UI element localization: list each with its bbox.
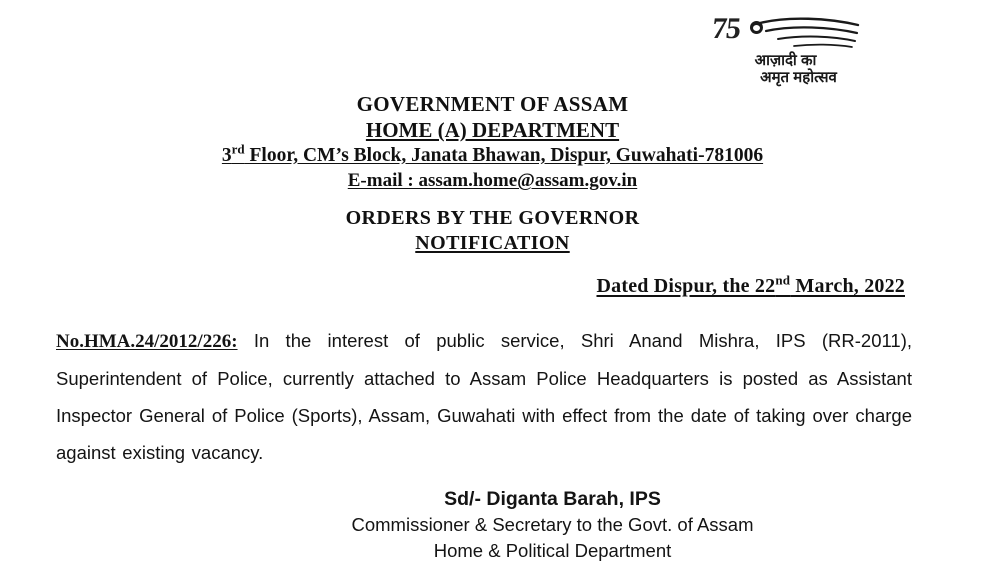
department-title: HOME (A) DEPARTMENT [365, 118, 620, 142]
amrit-mahotsav-logo [698, 12, 873, 86]
dated-prefix: Dated Dispur, the 22 [596, 275, 776, 297]
signature-block [0, 486, 985, 564]
document-header [0, 92, 985, 193]
office-email: E-mail : assam.home@assam.gov.in [347, 170, 638, 191]
logo-numeral: 75 [709, 12, 742, 45]
address-floor-number: 3 [221, 145, 232, 166]
government-title: GOVERNMENT OF ASSAM [356, 92, 629, 116]
logo-hindi-line-1: आज़ादी का [754, 52, 817, 69]
office-address [0, 143, 985, 168]
signatory-designation-line-1: Commissioner & Secretary to the Govt. of Assam [351, 514, 754, 535]
notification-body-text: In the interest of public service, Shri Anand Mishra, IPS (RR-2011), Superintendent of Police, currently attached to Assam Police Headquarters is posted as Assistant Inspector General of Police (Sports), Assam, Guwahati with effect from the date of taking over charge against existing vacancy. [56, 330, 912, 463]
logo-mark [706, 12, 866, 54]
reference-number: No.HMA.24/2012/226: [56, 331, 238, 352]
signatory-name: Sd/- Diganta Barah, IPS [444, 488, 661, 510]
address-remainder: Floor, CM’s Block, Janata Bhawan, Dispur, Guwahati-781006 [244, 145, 764, 166]
dated-suffix: March, 2022 [790, 275, 905, 297]
dated-line [596, 272, 905, 298]
notification-body [56, 322, 912, 471]
signatory-designation-line-2: Home & Political Department [433, 540, 672, 561]
orders-by-governor-heading: ORDERS BY THE GOVERNOR [345, 207, 640, 229]
dated-ordinal-suffix: nd [775, 272, 791, 288]
address-ordinal-suffix: rd [231, 141, 245, 157]
notification-heading: NOTIFICATION [415, 232, 570, 254]
logo-swoosh-icon [758, 16, 863, 50]
logo-hindi-line-2: अमृत महोत्सव [760, 69, 837, 86]
